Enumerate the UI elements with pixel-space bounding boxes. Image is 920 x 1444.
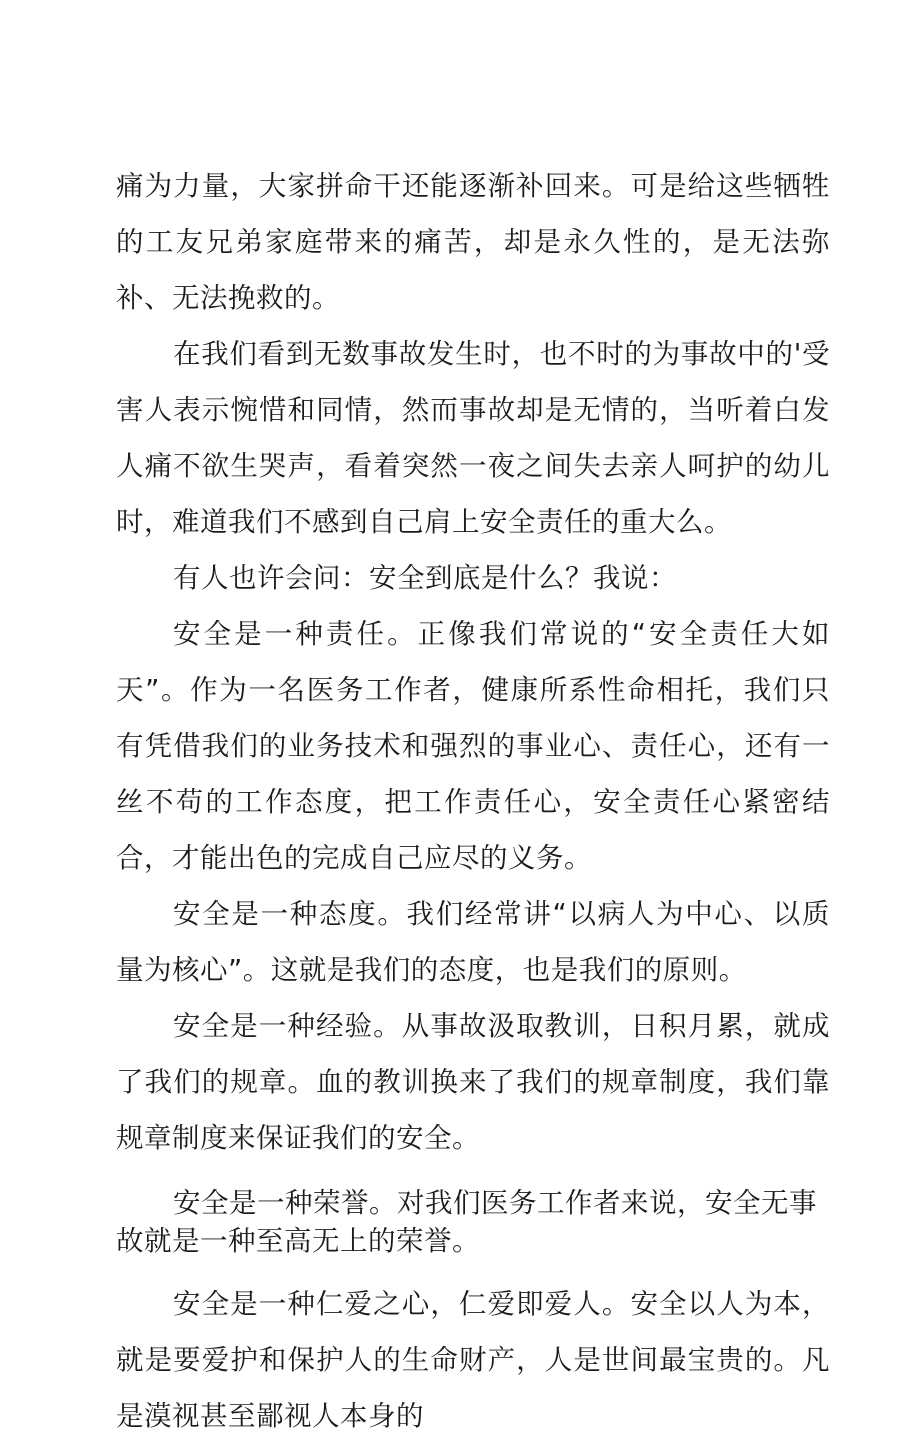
paragraph: 在我们看到无数事故发生时，也不时的为事故中的'受害人表示惋惜和同情，然而事故却是无情的，当听着白发人痛不欲生哭声，看着突然一夜之间失去亲人呵护的幼儿时，难道我们不感到自己肩上安全责任的重大么。	[116, 338, 830, 538]
paragraph: 安全是一种荣誉。对我们医务工作者来说，安全无事故就是一种至高无上的荣誉。	[116, 1187, 817, 1257]
paragraph: 安全是一种责任。正像我们常说的“安全责任大如天”。作为一名医务工作者，健康所系性命相托，我们只有凭借我们的业务技术和强烈的事业心、责任心，还有一丝不苟的工作态度，把工作责任心，安全责任心紧密结合，才能出色的完成自己应尽的义务。	[116, 618, 830, 874]
document-text-body	[116, 158, 830, 1444]
paragraph: 安全是一种仁爱之心，仁爱即爱人。安全以人为本，就是要爱护和保护人的生命财产，人是世间最宝贵的。凡是漠视甚至鄙视人本身的	[116, 1288, 830, 1432]
paragraph: 有人也许会问：安全到底是什么？我说：	[173, 562, 677, 594]
paragraph: 安全是一种经验。从事故汲取教训，日积月累，就成了我们的规章。血的教训换来了我们的规章制度，我们靠规章制度来保证我们的安全。	[116, 1010, 830, 1154]
paragraph: 安全是一种态度。我们经常讲“以病人为中心、以质量为核心”。这就是我们的态度，也是我们的原则。	[116, 898, 830, 986]
paragraph: 痛为力量，大家拼命干还能逐渐补回来。可是给这些牺牲的工友兄弟家庭带来的痛苦，却是永久性的，是无法弥补、无法挽救的。	[116, 170, 830, 314]
